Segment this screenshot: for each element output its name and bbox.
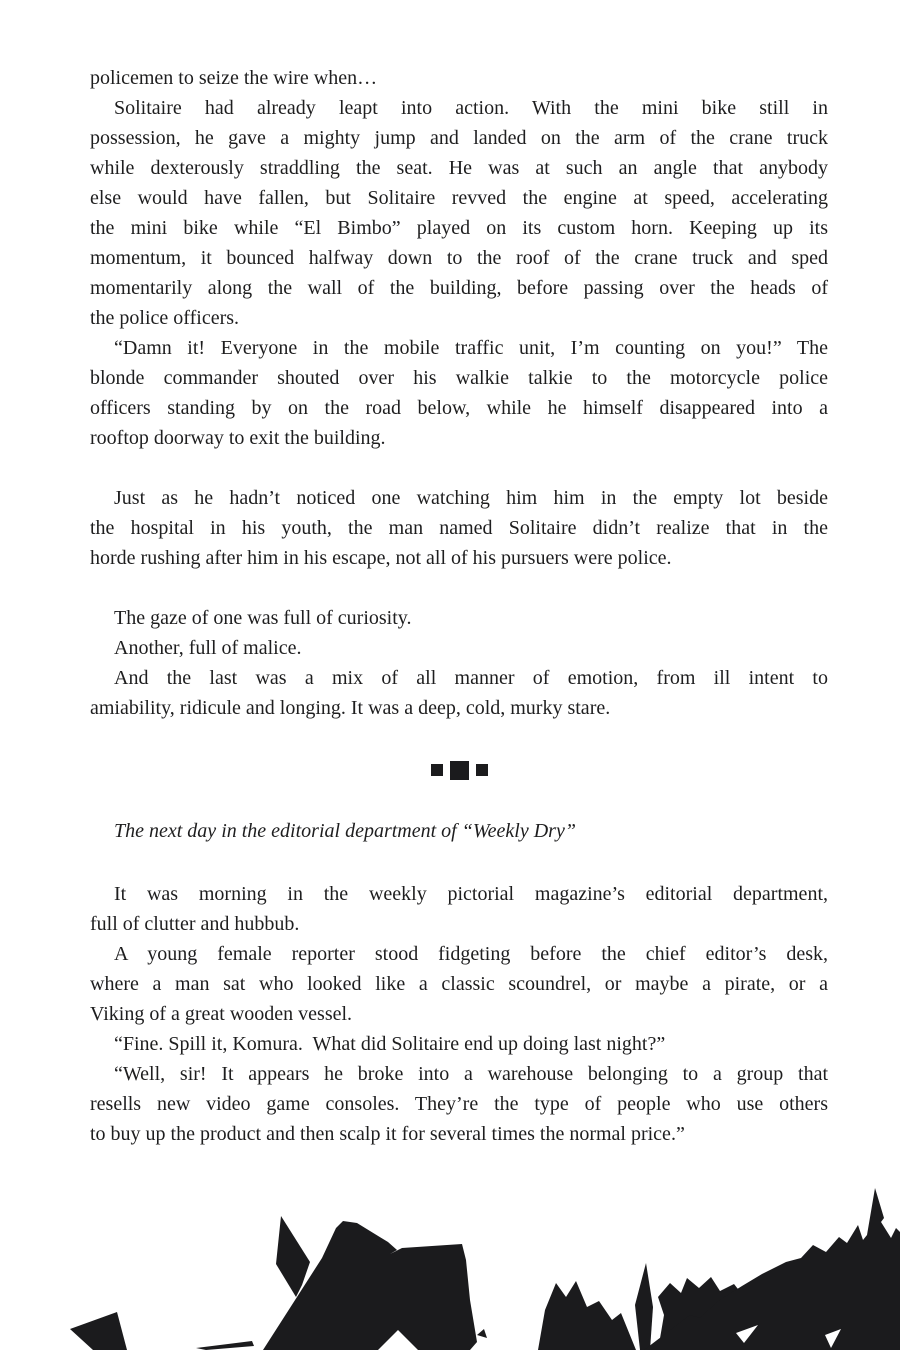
text-line: And the last was a mix of all manner of emotion, from ill intent to (114, 667, 828, 689)
scene-setting-line (90, 816, 828, 846)
text-line: “Fine. Spill it, Komura. What did Solitaire end up doing last night?” (114, 1033, 666, 1055)
paragraph (90, 879, 828, 939)
text-line: Solitaire had already leapt into action. With the mini bike still in (114, 97, 828, 119)
scene-break-square-icon (431, 764, 443, 776)
paragraph (90, 93, 828, 333)
paragraph (90, 939, 828, 1029)
text-line: It was morning in the weekly pictorial magazine’s editorial department, (114, 883, 828, 905)
text-line: The next day in the editorial department of “Weekly Dry” (114, 820, 576, 842)
scene-break-square-icon (450, 761, 469, 780)
paragraph (90, 1029, 828, 1059)
paragraph (90, 333, 828, 453)
text-line: blonde commander shouted over his walkie talkie to the motorcycle police (90, 367, 828, 389)
text-line: officers standing by on the road below, while he himself disappeared into a (90, 397, 828, 419)
paragraph (90, 603, 828, 633)
text-line: horde rushing after him in his escape, not all of his pursuers were police. (90, 547, 672, 569)
text-line: Just as he hadn’t noticed one watching him him in the empty lot beside (114, 487, 828, 509)
ink-splatter-graphic (0, 1185, 900, 1350)
paragraph (90, 1059, 828, 1149)
text-line: else would have fallen, but Solitaire revved the engine at speed, accelerating (90, 187, 828, 209)
text-line: momentum, it bounced halfway down to the roof of the crane truck and sped (90, 247, 828, 269)
text-line: A young female reporter stood fidgeting before the chief editor’s desk, (114, 943, 828, 965)
text-line: “Well, sir! It appears he broke into a warehouse belonging to a group that (114, 1063, 828, 1085)
text-line: possession, he gave a mighty jump and landed on the arm of the crane truck (90, 127, 828, 149)
paragraph (90, 663, 828, 723)
page-text (90, 63, 828, 1149)
paragraph (90, 483, 828, 573)
text-line: the police officers. (90, 307, 240, 329)
text-line: “Damn it! Everyone in the mobile traffic unit, I’m counting on you!” The (114, 337, 828, 359)
paragraph (90, 63, 828, 93)
text-line: The gaze of one was full of curiosity. (114, 607, 412, 629)
text-line: Viking of a great wooden vessel. (90, 1003, 353, 1025)
text-line: momentarily along the wall of the building, before passing over the heads of (90, 277, 828, 299)
text-line: the hospital in his youth, the man named Solitaire didn’t realize that in the (90, 517, 828, 539)
text-line: rooftop doorway to exit the building. (90, 427, 386, 449)
text-line: to buy up the product and then scalp it for several times the normal price.” (90, 1123, 685, 1145)
text-line: full of clutter and hubbub. (90, 913, 300, 935)
scene-break-square-icon (476, 764, 488, 776)
text-line: resells new video game consoles. They’re the type of people who use others (90, 1093, 828, 1115)
text-line: Another, full of malice. (114, 637, 302, 659)
text-line: where a man sat who looked like a classic scoundrel, or maybe a pirate, or a (90, 973, 828, 995)
text-line: while dexterously straddling the seat. He was at such an angle that anybody (90, 157, 828, 179)
paragraph (90, 633, 828, 663)
text-line: the mini bike while “El Bimbo” played on its custom horn. Keeping up its (90, 217, 828, 239)
scene-break (90, 755, 828, 785)
text-line: amiability, ridicule and longing. It was a deep, cold, murky stare. (90, 697, 611, 719)
text-line: policemen to seize the wire when… (90, 67, 378, 89)
